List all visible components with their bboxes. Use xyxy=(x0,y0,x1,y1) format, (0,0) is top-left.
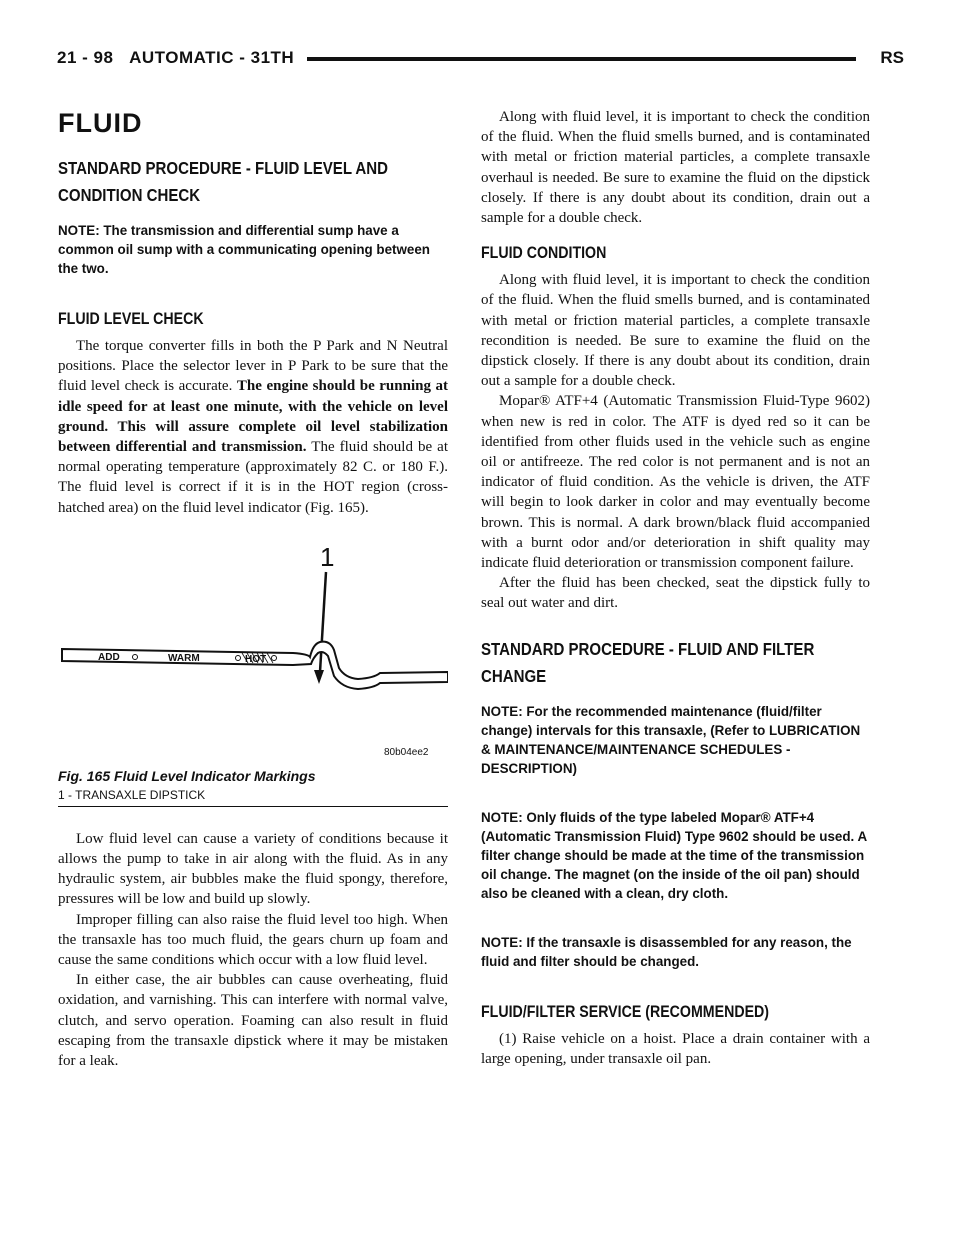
right-column xyxy=(481,107,870,1069)
level-p1-text-a: The torque converter fills in both the P Park and N Neutral positions. Place the selector lever in P Park to be sure that the fluid level check is accurate. xyxy=(58,338,448,395)
proc1-heading: STANDARD PROCEDURE - FLUID LEVEL AND CONDITION CHECK xyxy=(58,158,388,205)
fluid-condition-heading: FLUID CONDITION xyxy=(481,244,607,263)
proc2-note-3: NOTE: If the transaxle is disassembled for any reason, the fluid and filter should be changed. xyxy=(481,934,852,969)
condition-paragraph-2: Mopar® ATF+4 (Automatic Transmission Fluid-Type 9602) when new is red in color. The ATF is dyed red so it can be identified from other fluids used in the vehicle such as engine oil or antifreeze. The red color is not permanent and is not an indicator of fluid condition. As the vehicle is driven, the ATF will begin to look darker in color and may eventually become brown. This is normal. A dark brown/black fluid accompanied with a burnt odor and/or deterioration in shift quality may indicate fluid deterioration or transmission component failure. xyxy=(481,393,870,572)
callout-leader xyxy=(320,572,326,672)
section-title: FLUID xyxy=(58,108,143,138)
header-left xyxy=(57,48,294,68)
add-mark: ADD xyxy=(98,651,120,663)
figure-caption: Fig. 165 Fluid Level Indicator Markings xyxy=(58,767,316,784)
left-column xyxy=(58,108,448,1071)
level-p1-text-b: The fluid should be at normal operating temperature (approximately 82 C. or 180 F.). The fluid level is correct if it is in the HOT region (cross-hatched area) on the fluid level indicator (Fig. 165). xyxy=(58,439,448,516)
section-name: AUTOMATIC - 31TH xyxy=(129,48,295,67)
proc2-heading: STANDARD PROCEDURE - FLUID AND FILTER CHANGE xyxy=(481,638,815,686)
level-paragraph-3: Improper filling can also raise the fluid level too high. When the transaxle has too much fluid, the gears churn up foam and cause the same conditions which occur with a low fluid level. xyxy=(58,911,448,969)
level-paragraph-1 xyxy=(58,336,448,518)
figure-165 xyxy=(58,532,448,762)
proc1-note: NOTE: The transmission and differential sump have a common oil sump with a communicating opening between the two. xyxy=(58,223,430,276)
service-step-1: (1) Raise vehicle on a hoist. Place a drain container with a large opening, under transaxle oil pan. xyxy=(481,1030,870,1067)
model-code: RS xyxy=(880,48,904,67)
level-paragraph-4: In either case, the air bubbles can cause overheating, fluid oxidation, and varnishing. This can interfere with normal valve, clutch, and servo operation. Foaming can also result in fluid escaping from the transaxle dipstick where it may be mistaken for a leak. xyxy=(58,972,448,1070)
condition-paragraph-1: Along with fluid level, it is important to check the condition of the fluid. When the fluid smells burned, and is contaminated with metal or friction material particles, a complete transaxle recondition is needed. Be sure to examine the fluid on the dipstick closely. If there is any doubt about its condition, drain out a sample for a double check. xyxy=(481,272,870,390)
figure-code: 80b04ee2 xyxy=(384,746,429,758)
proc2-note-2: NOTE: Only fluids of the type labeled Mopar® ATF+4 (Automatic Transmission Fluid) Type 9602 should be used. A filter change should be made at the time of the transmission oil change. The magnet (on the inside of the oil pan) should also be cleaned with a clean, dry cloth. xyxy=(481,809,867,901)
condition-intro-paragraph: Along with fluid level, it is important to check the condition of the fluid. When the fluid smells burned, and is contaminated with metal or friction material particles, a complete transaxle overhaul is needed. Be sure to examine the fluid on the dipstick closely. If there is any doubt about its condition, drain out a sample for a double check. xyxy=(481,109,870,227)
fluid-level-heading: FLUID LEVEL CHECK xyxy=(58,310,204,328)
level-paragraph-2: Low fluid level can cause a variety of conditions because it allows the pump to take in air along with the fluid. As in any hydraulic system, air bubbles make the fluid spongy, therefore, pressures will be low and build up slowly. xyxy=(58,830,448,908)
figure-callout: 1 xyxy=(320,541,335,572)
hot-mark: HOT xyxy=(245,653,267,665)
warm-mark: WARM xyxy=(168,652,200,664)
callout-arrow xyxy=(314,670,324,684)
header-rule xyxy=(307,57,856,61)
level-p1-text-bold: The engine should be running at idle speed for at least one minute, with the vehicle on level ground. This will assure complete oil level stabilization between differential and transmission. xyxy=(58,378,448,456)
page-ref: 21 - 98 xyxy=(57,48,114,67)
service-heading: FLUID/FILTER SERVICE (RECOMMENDED) xyxy=(481,1002,770,1021)
condition-paragraph-3: After the fluid has been checked, seat the dipstick fully to seal out water and dirt. xyxy=(481,575,870,612)
dipstick-illustration xyxy=(58,532,448,762)
page-header xyxy=(57,48,904,72)
figure-legend: 1 - TRANSAXLE DIPSTICK xyxy=(58,788,448,807)
proc2-note-1: NOTE: For the recommended maintenance (fluid/filter change) intervals for this transaxle, (Refer to LUBRICATION & MAINTENANCE/MAINTENANCE SCHEDULES - DESCRIPTION) xyxy=(481,703,861,776)
dipstick-shape xyxy=(62,641,448,688)
